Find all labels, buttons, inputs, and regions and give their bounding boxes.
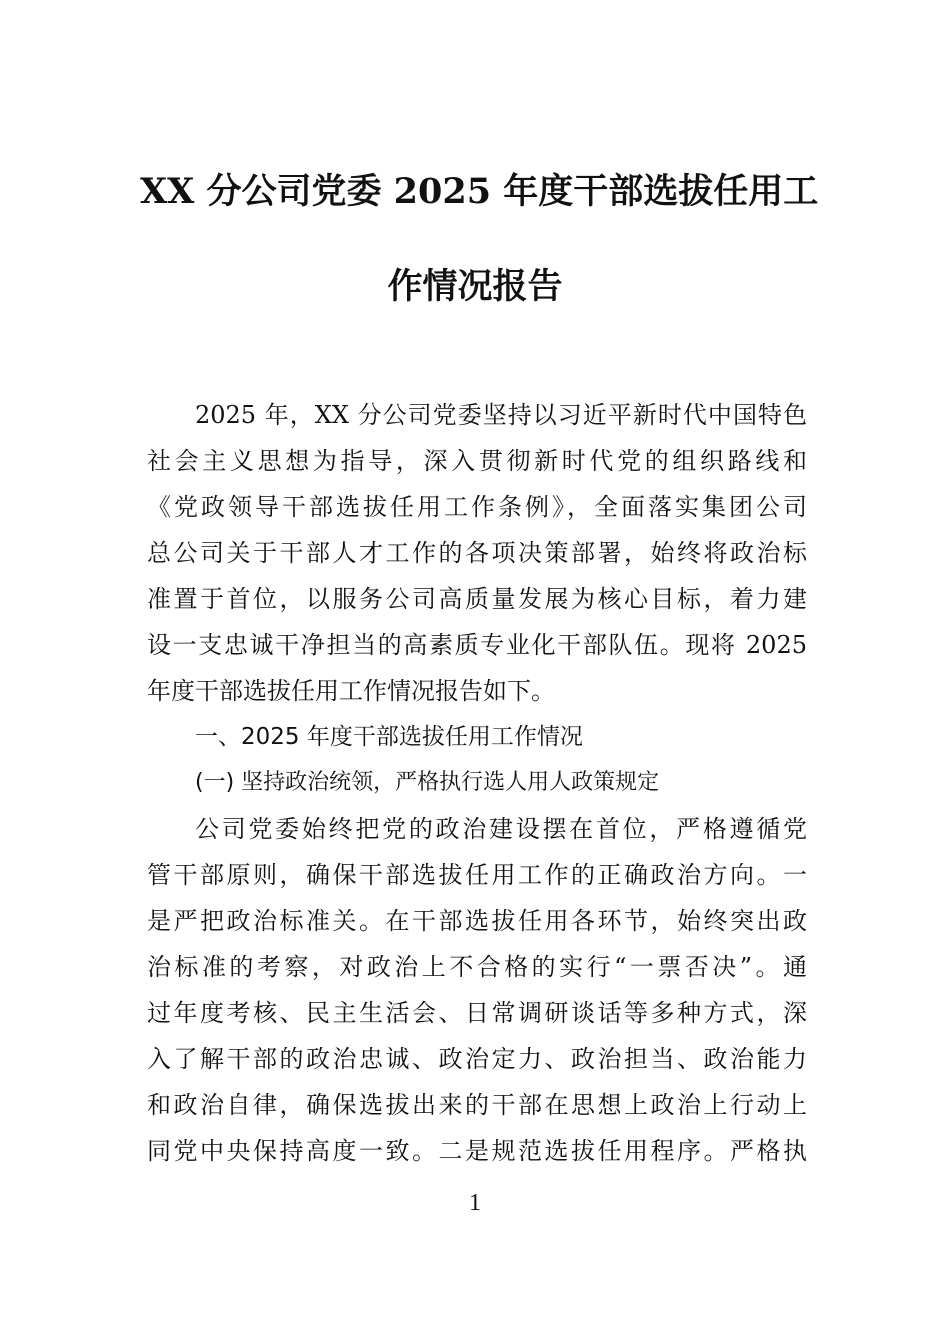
paragraph-2-line-8: 同党中央保持高度一致。二是规范选拔任用程序。严格执 xyxy=(147,1137,807,1165)
document-title-line-1: XX 分公司党委 2025 年度干部选拔任用工 xyxy=(140,171,819,212)
subsection-heading-1: (一) 坚持政治统领，严格执行选人用人政策规定 xyxy=(195,770,660,795)
paragraph-2-line-2: 管干部原则，确保干部选拔任用工作的正确政治方向。一 xyxy=(147,861,807,889)
paragraph-2-line-7: 和政治自律，确保选拔出来的干部在思想上政治上行动上 xyxy=(147,1091,807,1119)
paragraph-1-line-5: 准置于首位，以服务公司高质量发展为核心目标，着力建 xyxy=(147,585,807,613)
section-heading-1: 一、2025 年度干部选拔任用工作情况 xyxy=(195,724,583,750)
paragraph-1-line-4: 总公司关于干部人才工作的各项决策部署，始终将政治标 xyxy=(147,539,807,567)
paragraph-2-line-3: 是严把政治标准关。在干部选拔任用各环节，始终突出政 xyxy=(147,907,807,935)
paragraph-1-line-2: 社会主义思想为指导，深入贯彻新时代党的组织路线和 xyxy=(147,447,807,475)
paragraph-1-line-1: 2025 年，XX 分公司党委坚持以习近平新时代中国特色 xyxy=(195,401,807,429)
document-title-line-2: 作情况报告 xyxy=(387,266,563,307)
paragraph-1-line-3: 《党政领导干部选拔任用工作条例》，全面落实集团公司 xyxy=(147,493,807,521)
paragraph-2-line-5: 过年度考核、民主生活会、日常调研谈话等多种方式，深 xyxy=(147,999,807,1027)
paragraph-2-line-1: 公司党委始终把党的政治建设摆在首位，严格遵循党 xyxy=(195,815,807,843)
paragraph-1-line-6: 设一支忠诚干净担当的高素质专业化干部队伍。现将 2025 xyxy=(147,631,807,659)
paragraph-2-line-4: 治标准的考察，对政治上不合格的实行“一票否决”。通 xyxy=(147,953,807,981)
paragraph-1-line-7: 年度干部选拔任用工作情况报告如下。 xyxy=(147,677,555,705)
page-number: 1 xyxy=(469,1190,481,1216)
paragraph-2-line-6: 入了解干部的政治忠诚、政治定力、政治担当、政治能力 xyxy=(147,1045,807,1073)
